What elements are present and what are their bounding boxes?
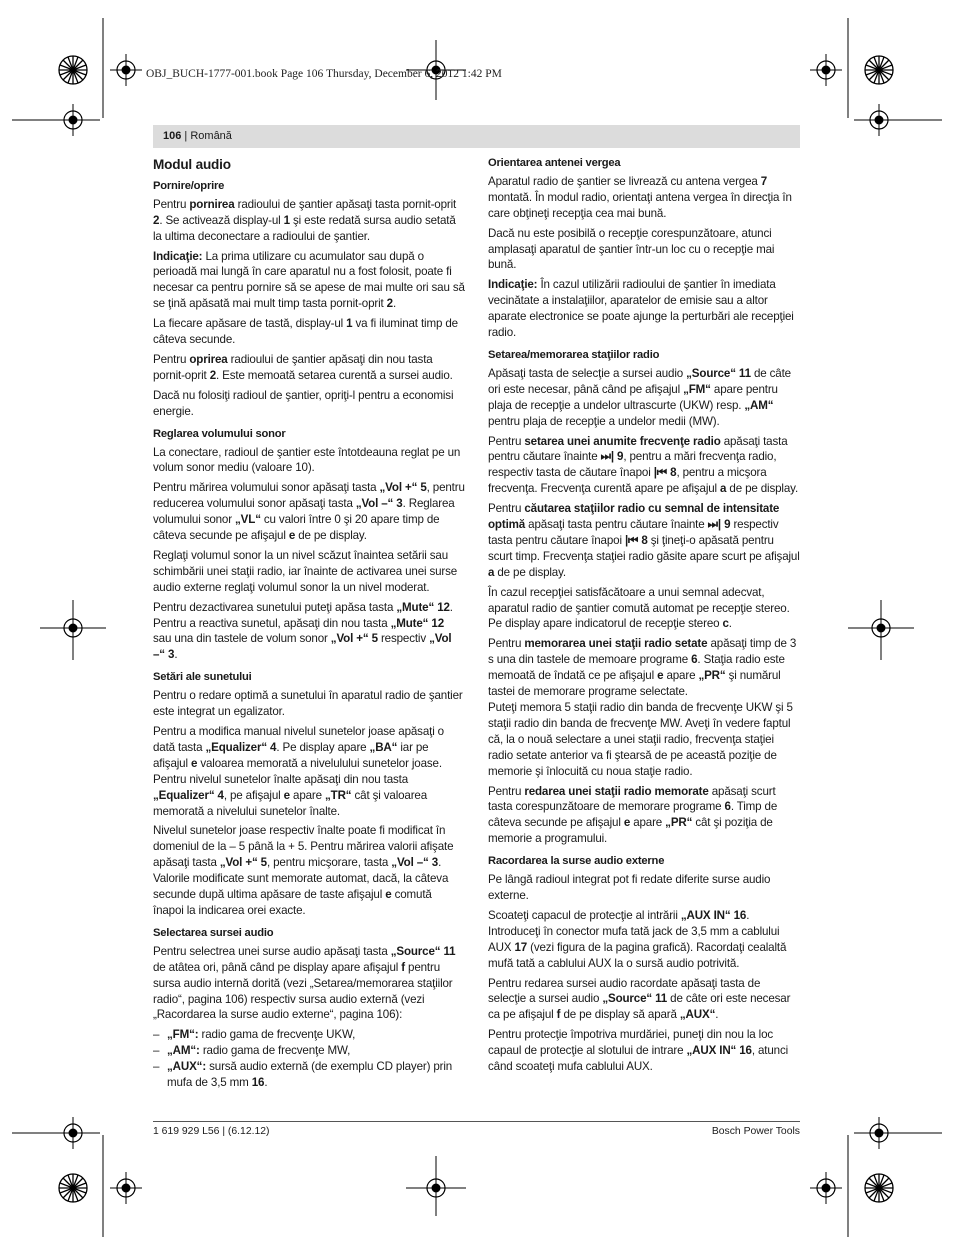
left-column [153,156,465,1091]
paragraph: Aparatul radio de şantier se livrează cu antena vergea 7 montată. În modul radio, orientaţi antena vergea în direcţia în care obţineţi recepţia cea mai bună. [488,174,792,220]
list-item: – „FM“: radio gama de frecvenţe UKW, [153,1028,356,1042]
page-number: 106 [163,130,182,142]
paragraph: Scoateţi capacul de protecţie al intrării „AUX IN“ 16. Introduceţi în conector mufa tată jack de 3,5 mm a cablului AUX 17 (vezi figura de la pagina grafică). Racordaţi cealaltă mufă tată a cablului AUX la o sursă audio potrivită. [488,908,787,970]
paragraph: Pe lângă radioul integrat pot fi redate diferite surse audio externe. [488,873,771,902]
heading-statii: Setarea/memorarea staţiilor radio [488,348,660,361]
paragraph: Pentru mărirea volumului sonor apăsaţi tasta „Vol +“ 5, pentru reducerea volumului sonor apăsaţi tasta „Vol –“ 3. Reglarea volumului sonor „VL“ cu valori între 0 şi 20 apare timp de câteva secunde pe afişajul e de pe display. [153,481,465,543]
paragraph: La conectare, radioul de şantier este întotdeauna reglat pe un volum sonor mediu (valoare 10). [153,445,461,475]
paragraph: Dacă nu folosiţi radioul de şantier, opriţi-l pentru a economisi energie. [153,388,454,418]
heading-sunet: Setări ale sunetului [153,671,252,684]
heading-pornire: Pornire/oprire [153,179,225,192]
footer-rule [153,1121,800,1122]
print-slug: OBJ_BUCH-1777-001.book Page 106 Thursday, December 6, 2012 1:42 PM [146,68,502,80]
paragraph: Pentru setarea unei anumite frecvenţe radio apăsaţi tasta pentru căutare înainte ⏭| 9, pentru a mări frecvenţa radio, respectiv tasta de căutare înapoi |⏮ 8, pentru a micşora frecvenţa. Frecvenţa curentă apare pe afişajul a de pe display. [488,434,799,496]
paragraph: La fiecare apăsare de tastă, display-ul 1 va fi iluminat timp de câteva secunde. [153,317,458,347]
paragraph: Pentru dezactivarea sunetului puteţi apăsa tasta „Mute“ 12. Pentru a reactiva sunetul, apăsaţi din nou tasta „Mute“ 12 sau una din tastele de volum sonor „Vol +“ 5 respectiv „Vol –“ 3. [153,600,453,662]
paragraph: Puteţi memora 5 staţii radio din banda de frecvenţe UKW şi 5 staţii radio din banda de frecvenţe MW. Aveţi în vedere faptul că, la o nouă selectare a unei staţii radio, frecvenţa staţiei radio setate anterior va fi ştearsă de pe această poziţie de memorie şi înlocuită cu noua staţie radio. [488,701,793,778]
section-title: Modul audio [153,157,231,172]
paragraph: Reglaţi volumul sonor la un nivel scăzut înaintea setării sau schimbării unei staţii radio, iar înainte de activarea unei surse audio externe reglaţi volumul sonor la un nivel moderat. [153,548,458,594]
paragraph: Pentru redarea unei staţii radio memorate apăsaţi scurt tasta corespunzătoare de memorare programe 6. Timp de câteva secunde pe afişajul e apare „PR“ cât şi poziţia de memorie a programului. [488,784,778,846]
paragraph: Pentru protecţie împotriva murdăriei, puneţi din nou la loc capaul de protecţie al slotului de intrare „AUX IN“ 16, atunci când scoateţi mufa cablului AUX. [488,1028,789,1074]
paragraph: Pentru căutarea staţiilor radio cu semnal de intensitate optimă apăsaţi tasta pentru căutare înainte ⏭| 9 respectiv tasta pentru căutare înapoi |⏮ 8 şi ţineţi-o apăsată pentru scurt timp. Frecvenţa staţiei radio găsite apare scurt pe afişajul a de pe display. [488,502,800,579]
heading-volum: Reglarea volumului sonor [153,427,286,440]
header-separator: | [181,130,191,142]
source-list [153,1027,465,1091]
paragraph: Pentru oprirea radioului de şantier apăsaţi din nou tasta pornit-oprit 2. Este memoată setarea curentă a sursei audio. [153,352,453,382]
paragraph: Apăsaţi tasta de selecţie a sursei audio „Source“ 11 de câte ori este necesar, până când pe afişajul „FM“ apare pentru plaja de recepţie a undelor ultrascurte (UKW) resp. „AM“ pentru plaja de recepţie a undelor medii (MW). [488,366,791,428]
heading-externe: Racordarea la surse audio externe [488,855,665,868]
note-paragraph: Indicaţie: În cazul utilizării radioului de şantier în imediata vecinătate a instalaţiilor, aparatelor de emisie sau a altor aparate electronice se poate ajunge la perturbări ale recepţiei radio. [488,278,794,340]
heading-antena: Orientarea antenei vergea [488,157,621,169]
paragraph: Pentru selectrea unei surse audio apăsaţi tasta „Source“ 11 de atâtea ori, până când pe display apare afişajul f pentru sursa audio internă dorită (vezi „Setarea/memorarea staţiilor radio“, pagina 106) respectiv sursa audio externă (vezi „Racordarea la surse audio externe“, pagina 106): [153,944,456,1022]
paragraph: Pentru memorarea unei staţii radio setate apăsaţi timp de 3 s una din tastele de memoare programe 6. Staţia radio este memoată de îndată ce pe afişajul e apare „PR“ şi numărul tastei de memorare programe selectate. [488,637,797,699]
paragraph: Pentru pornirea radioului de şantier apăsaţi tasta pornit-oprit 2. Se activează display-ul 1 şi este redată sursa audio setată la ultima deconectare a radioului de şantier. [153,197,457,243]
heading-selectare: Selectarea sursei audio [153,926,274,939]
paragraph: Dacă nu este posibilă o recepţie corespunzătoare, atunci amplasaţi aparatul de şantier într-un loc cu o recepţie mai bună. [488,226,775,272]
list-item: – „AUX“: sursă audio externă (de exemplu CD player) prin mufa de 3,5 mm 16. [153,1060,453,1090]
header-language: Română [190,130,232,142]
paragraph: Pentru redarea sursei audio racordate apăsaţi tasta de selecţie a sursei audio „Source“ 11 de câte ori este necesar ca pe afişajul f de pe display să apară „AUX“. [488,976,791,1022]
page-header [153,125,800,148]
note-paragraph: Indicaţie: La prima utilizare cu acumulator sau după o perioadă mai lungă în care aparatul nu a fost folosit, poate fi necesar ca pentru pornire să se apese de mai multe ori sau să se ţină apăsată mai mult timp tasta pornit-oprit 2. [153,249,465,311]
paragraph: În cazul recepţiei satisfăcătoare a unui semnal adecvat, aparatul radio de şantier comută automat pe recepţie stereo. Pe display apare indicatorul de recepţie stereo c. [488,585,790,631]
footer-brand: Bosch Power Tools [711,1126,800,1137]
right-column [488,156,800,1079]
footer-doc-code: 1 619 929 L56 | (6.12.12) [153,1126,270,1137]
paragraph: Pentru o redare optimă a sunetului în aparatul radio de şantier este integrat un egalizator. [153,689,463,719]
paragraph: Nivelul sunetelor joase respectiv înalte poate fi modificat în domeniul de la – 5 până la + 5. Pentru mărirea valorii afişate apăsaţi tasta „Vol +“ 5, pentru micşorare, tasta „Vol –“ 3. Valorile modificate sunt memorate automat, dacă, la câteva secunde după ultima apăsare de taste afişajul e comută înapoi la indicarea orei exacte. [153,824,454,917]
list-item: – „AM“: radio gama de frecvenţe MW, [153,1044,351,1058]
paragraph: Pentru a modifica manual nivelul sunetelor joase apăsaţi o dată tasta „Equalizer“ 4. Pe display apare „BA“ iar pe afişajul e valoarea memorată a nivelulului sunetelor joase. Pentru nivelul sunetelor înalte apăsaţi din nou tasta „Equalizer“ 4, pe afişajul e apare „TR“ cât şi valoarea memorată a nivelului sunetelor înalte. [153,725,444,818]
